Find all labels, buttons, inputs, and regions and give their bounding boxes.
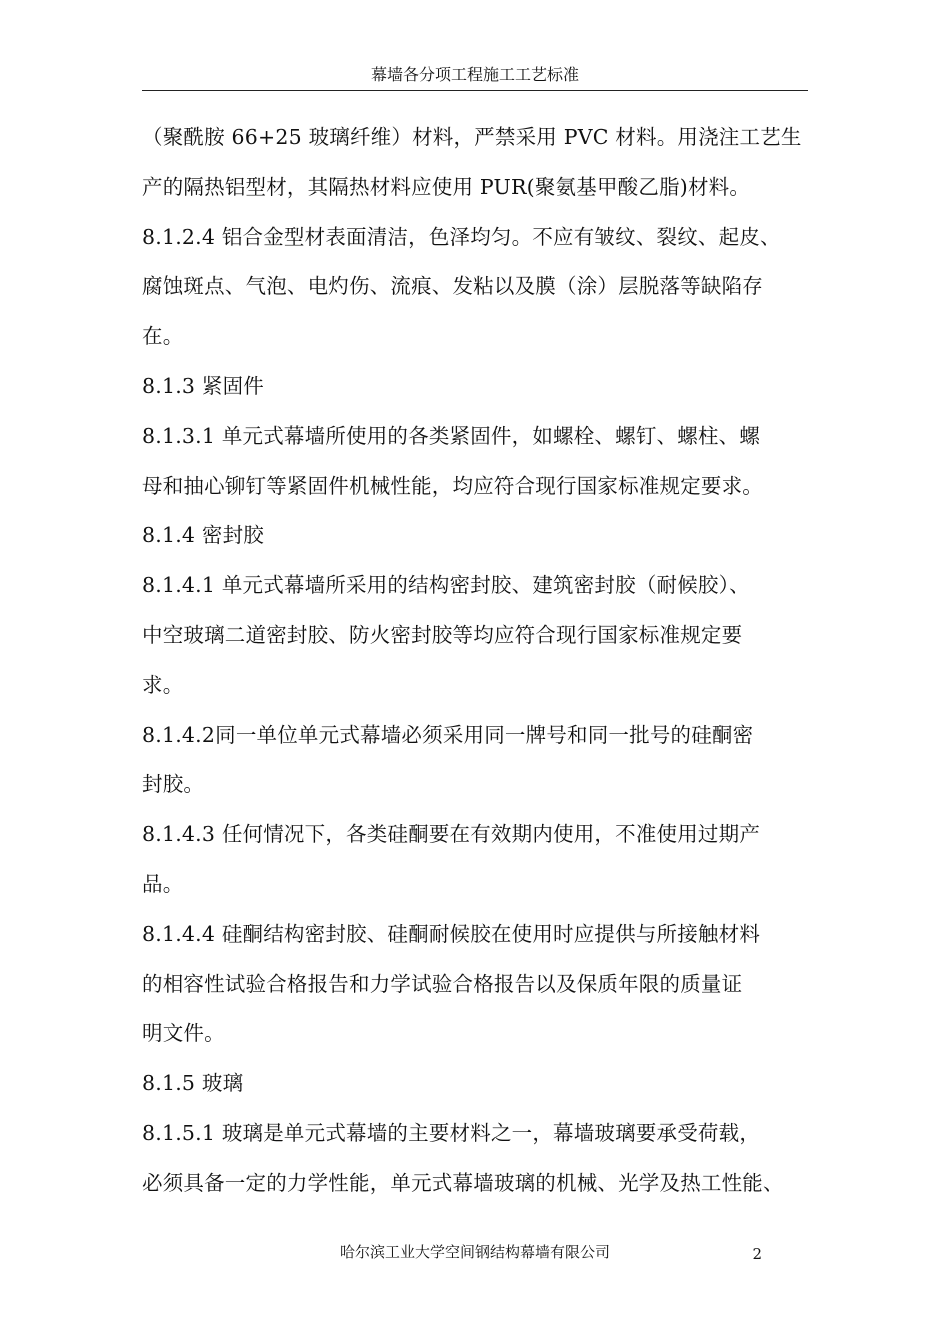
text-line: 腐蚀斑点、气泡、电灼伤、流痕、发粘以及膜（涂）层脱落等缺陷存 [142, 274, 763, 299]
text-line: 8.1.3.1 单元式幕墙所使用的各类紧固件，如螺栓、螺钉、螺柱、螺 [142, 423, 761, 448]
section-heading: 8.1.3 紧固件 [142, 373, 264, 398]
text-line: 必须具备一定的力学性能，单元式幕墙玻璃的机械、光学及热工性能、 [142, 1170, 784, 1195]
page-number: 2 [752, 1245, 762, 1263]
footer-company-name: 哈尔滨工业大学空间钢结构幕墙有限公司 [339, 1243, 610, 1261]
section-heading: 8.1.4 密封胶 [142, 523, 264, 548]
text-line: 8.1.4.1 单元式幕墙所采用的结构密封胶、建筑密封胶（耐候胶）、 [142, 573, 750, 598]
text-line: 8.1.4.2同一单位单元式幕墙必须采用同一牌号和同一批号的硅酮密 [142, 722, 754, 747]
text-line: 求。 [142, 672, 184, 697]
text-line: 8.1.2.4 铝合金型材表面清洁，色泽均匀。不应有皱纹、裂纹、起皮、 [142, 224, 781, 249]
text-line: 8.1.5.1 玻璃是单元式幕墙的主要材料之一，幕墙玻璃要承受荷载， [142, 1120, 761, 1145]
text-line: 母和抽心铆钉等紧固件机械性能，均应符合现行国家标准规定要求。 [142, 473, 763, 498]
text-line: （聚酰胺 66+25 玻璃纤维）材料，严禁采用 PVC 材料。用浇注工艺生 [142, 125, 802, 149]
section-heading: 8.1.5 玻璃 [142, 1071, 244, 1096]
text-line: 产的隔热铝型材，其隔热材料应使用 PUR(聚氨基甲酸乙脂)材料。 [142, 174, 751, 199]
text-line: 8.1.4.4 硅酮结构密封胶、硅酮耐候胶在使用时应提供与所接触材料 [142, 921, 761, 946]
page-footer [142, 1240, 808, 1264]
text-line: 明文件。 [142, 1021, 225, 1046]
text-line: 品。 [142, 871, 184, 896]
text-line: 在。 [142, 324, 184, 349]
text-line: 封胶。 [142, 772, 205, 797]
page-header-title: 幕墙各分项工程施工工艺标准 [370, 65, 579, 84]
text-line: 的相容性试验合格报告和力学试验合格报告以及保质年限的质量证 [142, 971, 743, 996]
header-divider [142, 90, 808, 91]
text-line: 8.1.4.3 任何情况下，各类硅酮要在有效期内使用，不准使用过期产 [142, 822, 761, 847]
document-body [142, 113, 812, 1209]
text-line: 中空玻璃二道密封胶、防火密封胶等均应符合现行国家标准规定要 [142, 622, 743, 647]
